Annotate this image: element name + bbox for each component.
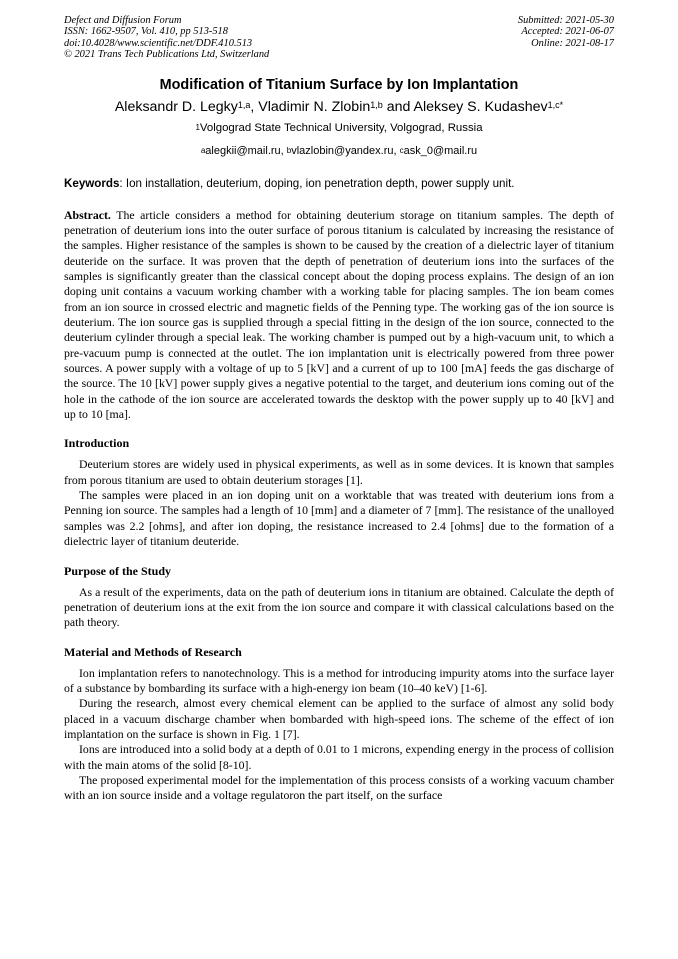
keywords-text: : Ion installation, deuterium, doping, ion penetration depth, power supply unit.: [119, 176, 515, 190]
author-list: [64, 98, 614, 116]
paragraph: Ion implantation refers to nanotechnology. This is a method for introducing impurity atoms into the surface layer of a substance by bombarding its surface with a high-energy ion beam (10–40 keV) [1-6].: [64, 665, 614, 695]
section-methods: [64, 645, 614, 804]
journal-header: [64, 15, 614, 61]
abstract-text: The article considers a method for obtaining deuterium storage on titanium samples. The depth of penetration of deuterium ions into the outer surface of porous titanium is calculated by increasing the resistance of the samples. Higher resistance of the samples is shown to be caused by the creation of a dielectric layer of titanium deuteride on the surface. It was proven that the depth of penetration of deuterium ions into the surfaces of the samples is significantly greater than the classical concept about the doping process explains. The design of an ion doping unit contains a vacuum working chamber with a working table for placing samples. The ion beam comes from an ion source in crossed electric and magnetic fields of the Penning type. The working gas of the ion source is deuterium. The ion source gas is supplied through a special fitting in the design of the ion source, connected to the deuterium cylinder through a special leak. The working chamber is pumped out by a high-vacuum unit, to which a pre-vacuum pump is connected at the outlet. The ion implantation unit is electrically powered from three power sources. A power supply with a voltage of up to 5 [kV] and a current of up to 100 [mA] feeds the gas discharge of the source. The 10 [kV] power supply gives a negative potential to the target, and deuterium ions coming out of the hole in the cathode of the ion source are accelerated towards the desktop with the power supply up to 40 [kV] and up to 10 [ma].: [64, 207, 614, 422]
affiliation: [64, 121, 614, 136]
section-heading: Introduction: [64, 436, 130, 451]
affiliation-mark: 1: [195, 122, 200, 132]
email-mark: b: [286, 145, 292, 155]
email-link: alegkii@mail.ru,: [205, 144, 287, 157]
author-emails: [64, 144, 614, 159]
online-date: Online: 2021-08-17: [531, 37, 614, 49]
paper-title: Modification of Titanium Surface by Ion Implantation: [159, 76, 519, 93]
journal-copyright: © 2021 Trans Tech Publications Ltd, Switzerland: [64, 49, 270, 61]
journal-info: [64, 15, 269, 61]
keywords-label: Keywords: [64, 176, 120, 190]
abstract: [64, 208, 614, 423]
author-affiliation-mark: 1,c*: [547, 99, 564, 110]
paper-page: [64, 15, 614, 804]
submitted-date: Submitted: 2021-05-30: [517, 15, 614, 26]
author-name: Aleksey S. Kudashev: [413, 98, 548, 115]
affiliation-text: Volgograd State Technical University, Volgograd, Russia: [199, 121, 483, 134]
author-name: Vladimir N. Zlobin: [258, 98, 371, 115]
email-link: ask_0@mail.ru: [403, 144, 478, 157]
email-link: vlazlobin@yandex.ru,: [291, 144, 400, 157]
section-purpose: [64, 564, 614, 631]
accepted-date: Accepted: 2021-06-07: [521, 26, 614, 38]
submission-dates: [518, 15, 614, 61]
journal-doi: doi:10.4028/www.scientific.net/DDF.410.513: [64, 37, 253, 49]
email-mark: c: [399, 145, 404, 155]
paragraph: The proposed experimental model for the implementation of this process consists of a working vacuum chamber with an ion source inside and a voltage regulatoron the part itself, on the surface: [64, 772, 614, 803]
keywords: [64, 176, 614, 191]
author-affiliation-mark: 1,a: [237, 99, 251, 110]
author-name: Aleksandr D. Legky: [114, 98, 238, 115]
journal-issn: ISSN: 1662-9507, Vol. 410, pp 513-518: [64, 26, 228, 38]
paragraph: Ions are introduced into a solid body at a depth of 0.01 to 1 microns, expending energy in the process of collision with the main atoms of the solid [8-10].: [64, 742, 614, 772]
paragraph: Deuterium stores are widely used in physical experiments, as well as in some devices. It is known that samples from porous titanium are used to obtain deuterium storages [1].: [64, 457, 614, 487]
author-separator: and: [382, 98, 414, 115]
section-introduction: [64, 436, 614, 549]
section-heading: Material and Methods of Research: [64, 644, 242, 659]
paragraph: The samples were placed in an ion doping unit on a worktable that was treated with deuterium ions from a Penning ion source. The samples had a length of 10 [mm] and a diameter of 7 [mm]. The resistance of the unalloyed samples was 2.2 [ohms], and after ion doping, the resistance increased to 2.4 [ohms] due to the formation of a dielectric layer of titanium deuteride.: [64, 488, 614, 549]
author-affiliation-mark: 1,b: [370, 99, 383, 110]
journal-name: Defect and Diffusion Forum: [64, 15, 182, 26]
author-separator: ,: [250, 98, 259, 115]
section-heading: Purpose of the Study: [64, 563, 172, 578]
email-mark: a: [200, 145, 206, 155]
abstract-label: Abstract.: [64, 207, 111, 222]
paragraph: As a result of the experiments, data on the path of deuterium ions in titanium are obtained. Calculate the depth of penetration of deuterium ions at the exit from the ion source and compare it with classical calculations based on the path theory.: [64, 584, 614, 630]
paragraph: During the research, almost every chemical element can be applied to the surface of almost any solid body placed in a vacuum discharge chamber when bombarded with high-speed ions. The scheme of the effect of ion implantation on the surface is shown in Fig. 1 [7].: [64, 696, 614, 741]
